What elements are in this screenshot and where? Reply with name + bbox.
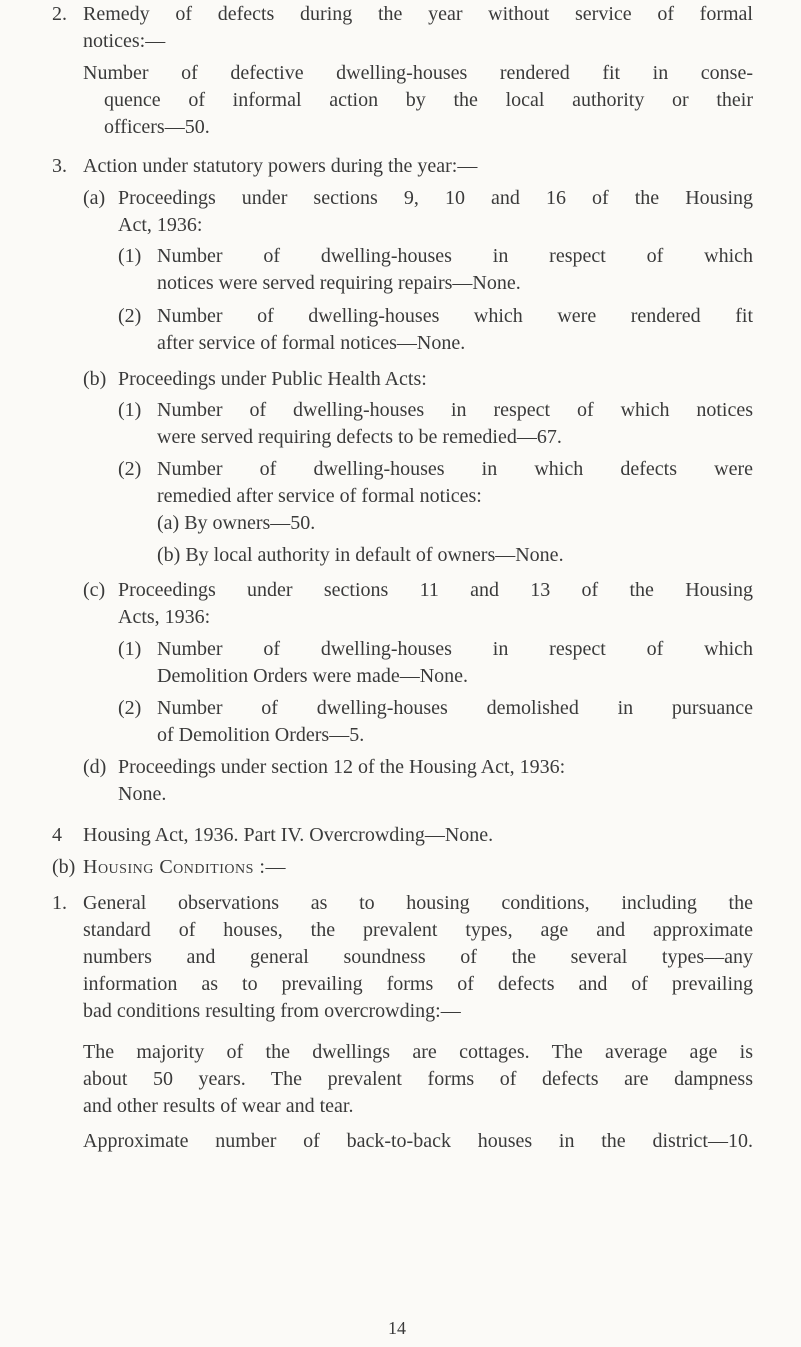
section-b-item-1-line1: General observations as to housing conditions, including the — [83, 892, 753, 914]
item-3b1-label: (1) — [118, 399, 142, 421]
item-3b2-line2: remedied after service of formal notices: — [157, 485, 482, 507]
item-4-text: Housing Act, 1936. Part IV. Overcrowding—None. — [83, 824, 494, 846]
item-3c2-label: (2) — [118, 697, 142, 719]
item-3b2a-text: (a) By owners—50. — [157, 512, 316, 534]
item-3a-line2: Act, 1936: — [118, 214, 203, 236]
section-b-item-1-line4: information as to prevailing forms of defects and of prevailing — [83, 973, 753, 995]
item-3d-line1: Proceedings under section 12 of the Housing Act, 1936: — [118, 756, 566, 778]
item-3c2-line2: of Demolition Orders—5. — [157, 724, 365, 746]
section-b-heading: Housing Conditions :— — [83, 856, 286, 878]
item-2-text-line2: quence of informal action by the local authority or their — [104, 89, 753, 111]
item-2-number: 2. — [52, 3, 67, 25]
item-3a-label: (a) — [83, 187, 106, 209]
section-b-item-1-line2: standard of houses, the prevalent types, age and approximate — [83, 919, 753, 941]
item-3c-line1: Proceedings under sections 11 and 13 of the Housing — [118, 579, 753, 601]
observation-para-line2: about 50 years. The prevalent forms of defects are dampness — [83, 1068, 753, 1090]
observation-para-line3: and other results of wear and tear. — [83, 1095, 354, 1117]
item-3b2-label: (2) — [118, 458, 142, 480]
item-3c-label: (c) — [83, 579, 106, 601]
item-3c2-line1: Number of dwelling-houses demolished in pursuance — [157, 697, 753, 719]
item-3a1-line1: Number of dwelling-houses in respect of which — [157, 245, 753, 267]
item-3a2-line2: after service of formal notices—None. — [157, 332, 466, 354]
item-3b-label: (b) — [83, 368, 107, 390]
item-3d-label: (d) — [83, 756, 107, 778]
item-3c-line2: Acts, 1936: — [118, 606, 211, 628]
item-3b2-line1: Number of dwelling-houses in which defects were — [157, 458, 753, 480]
item-3c1-line1: Number of dwelling-houses in respect of which — [157, 638, 753, 660]
section-b-item-1-line3: numbers and general soundness of the several types—any — [83, 946, 753, 968]
page-number: 14 — [388, 1318, 406, 1338]
section-b-item-1-number: 1. — [52, 892, 67, 914]
item-2-heading-line2: notices:— — [83, 30, 166, 52]
item-3b-line1: Proceedings under Public Health Acts: — [118, 368, 427, 390]
item-3a2-label: (2) — [118, 305, 142, 327]
item-2-text-line3: officers—50. — [104, 116, 210, 138]
item-2-heading-line1: Remedy of defects during the year without service of formal — [83, 3, 753, 25]
observation-para-line1: The majority of the dwellings are cottages. The average age is — [83, 1041, 753, 1063]
section-b-item-1-line5: bad conditions resulting from overcrowding:— — [83, 1000, 461, 1022]
item-3b1-line1: Number of dwelling-houses in respect of which notices — [157, 399, 753, 421]
item-3a-line1: Proceedings under sections 9, 10 and 16 of the Housing — [118, 187, 753, 209]
item-3c1-line2: Demolition Orders were made—None. — [157, 665, 469, 687]
item-3b2b-text: (b) By local authority in default of owners—None. — [157, 544, 564, 566]
item-3-number: 3. — [52, 155, 67, 177]
item-2-text-line1: Number of defective dwelling-houses rendered fit in conse- — [83, 62, 753, 84]
back-to-back-houses-line: Approximate number of back-to-back houses in the district—10. — [83, 1130, 753, 1152]
section-b-label: (b) — [52, 856, 76, 878]
item-3a2-line1: Number of dwelling-houses which were rendered fit — [157, 305, 753, 327]
item-3a1-label: (1) — [118, 245, 142, 267]
item-3a1-line2: notices were served requiring repairs—None. — [157, 272, 521, 294]
item-3b1-line2: were served requiring defects to be remedied—67. — [157, 426, 562, 448]
item-3d-line2: None. — [118, 783, 167, 805]
item-4-number: 4 — [52, 824, 62, 846]
item-3-heading: Action under statutory powers during the year:— — [83, 155, 478, 177]
item-3c1-label: (1) — [118, 638, 142, 660]
